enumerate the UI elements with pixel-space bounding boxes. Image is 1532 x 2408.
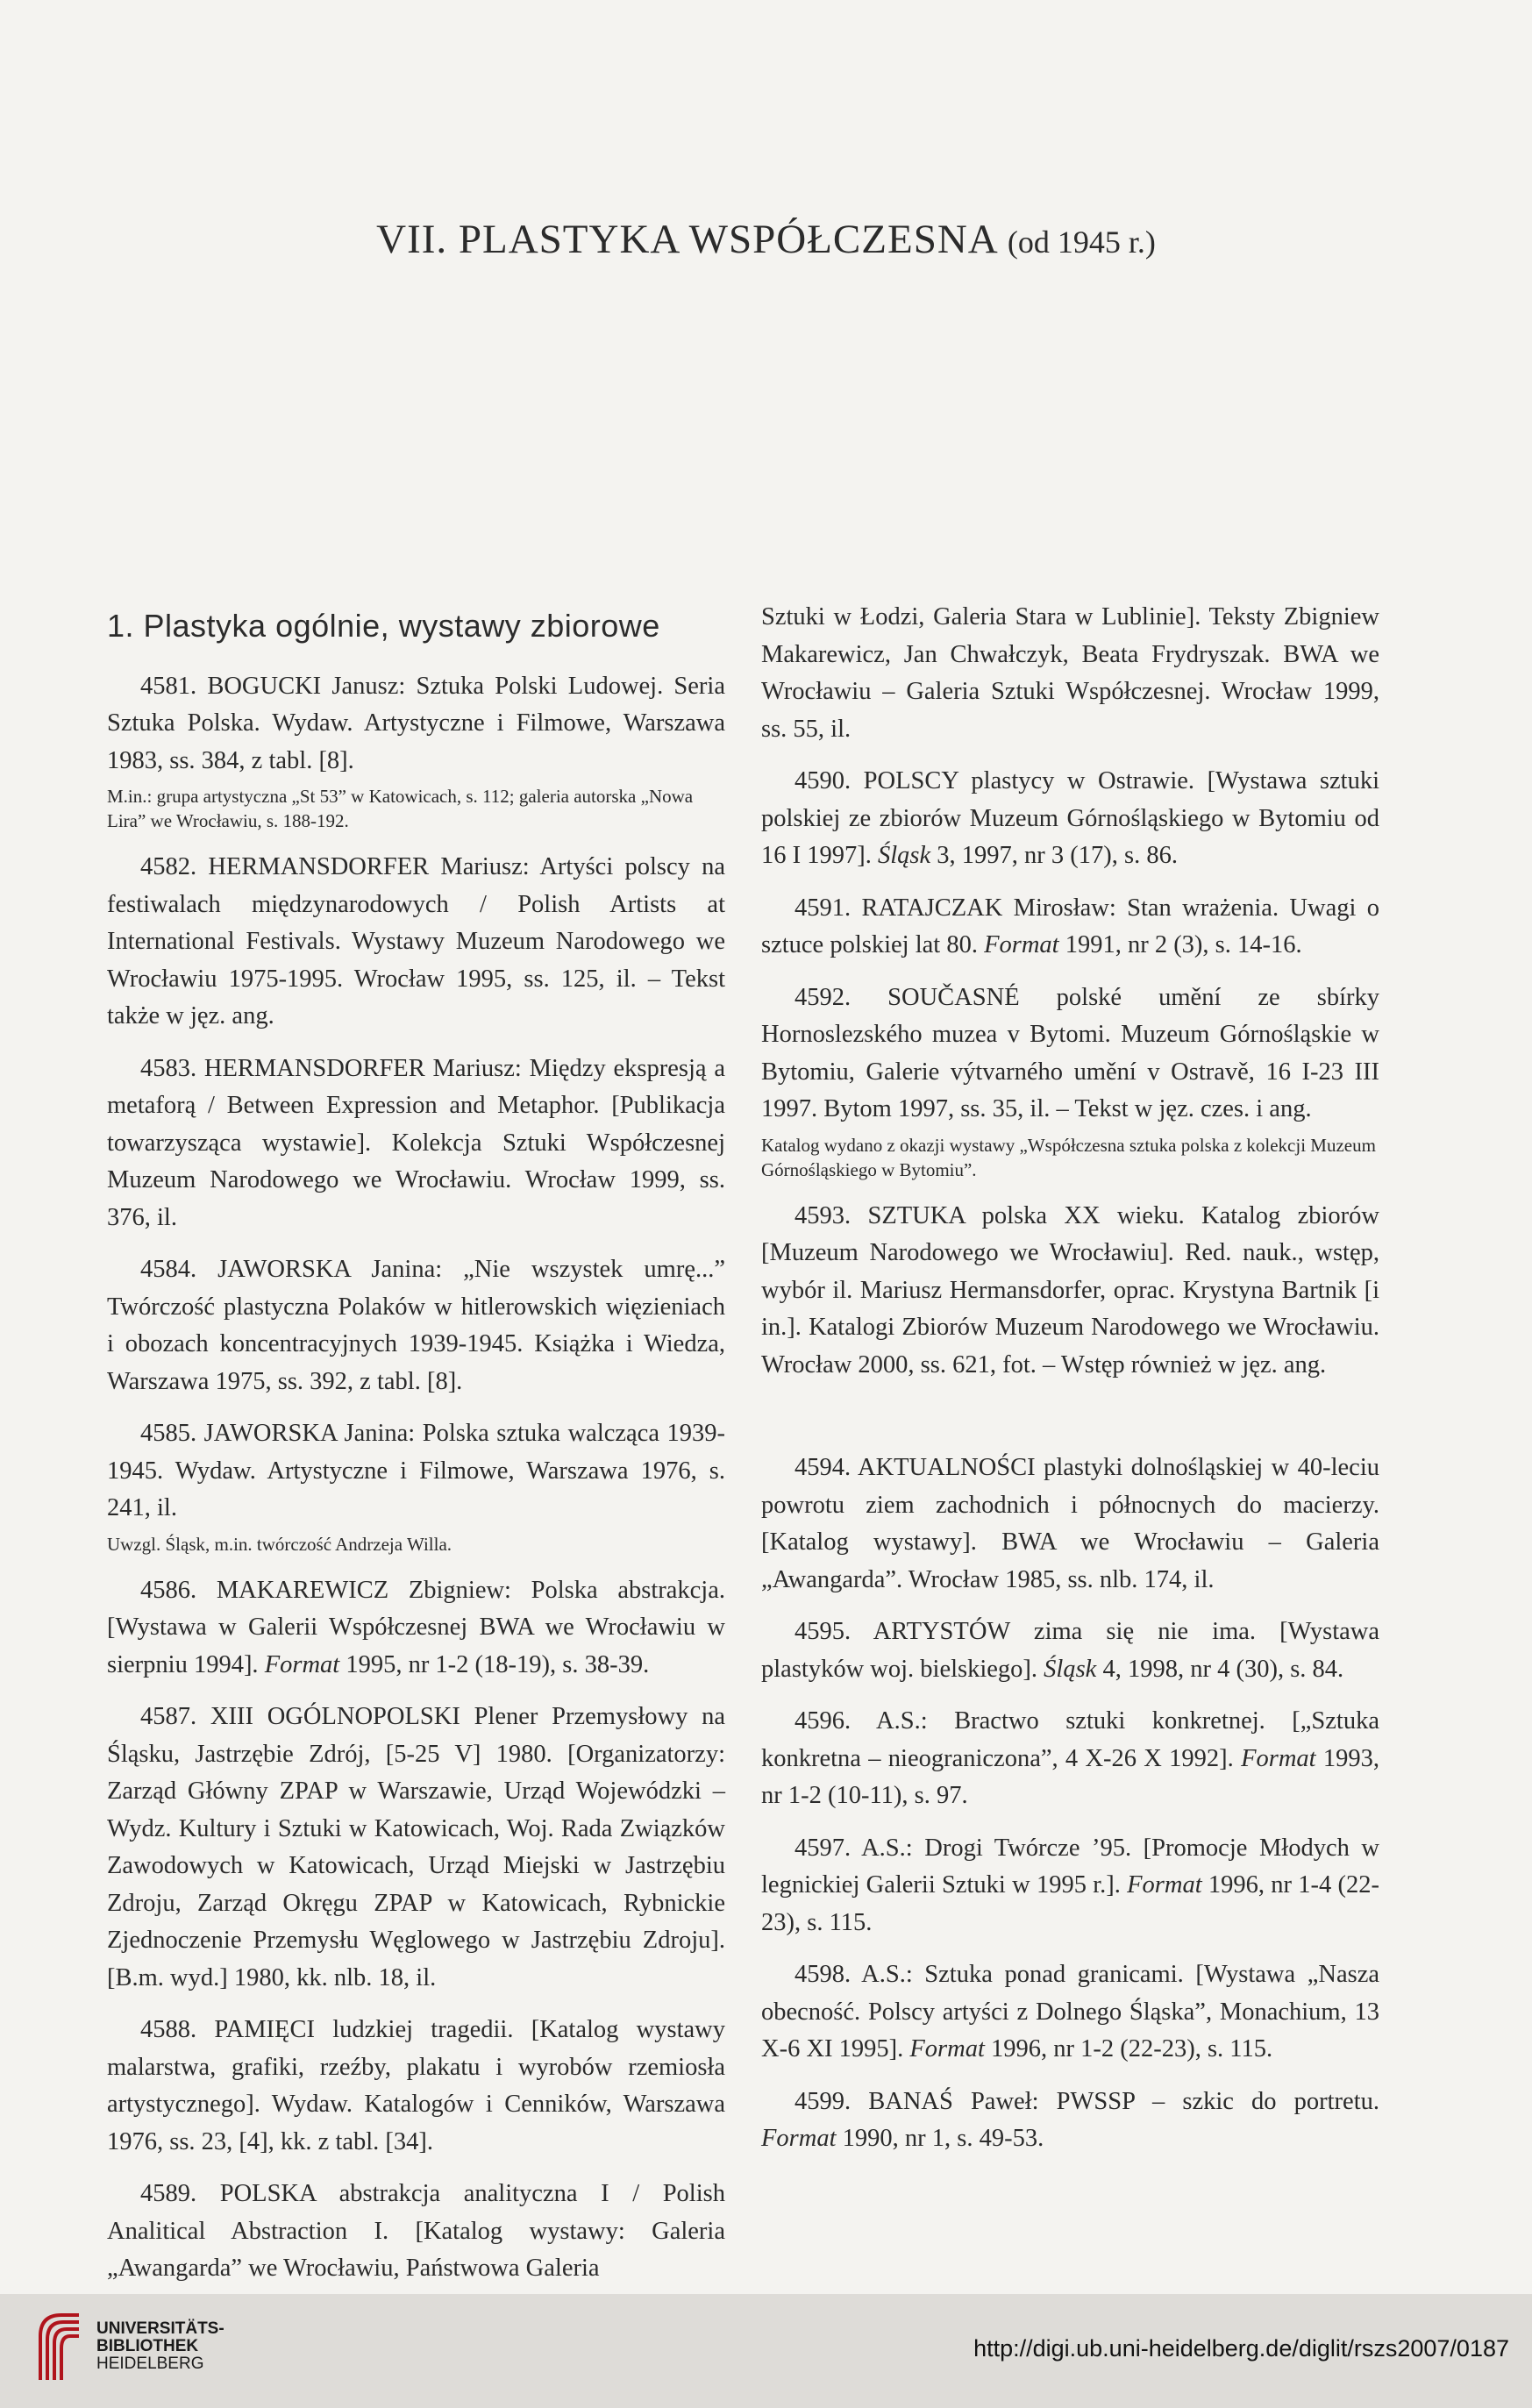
entry-4597-text: 4597. A.S.: Drogi Twórcze ’95. [Promocje Młodych w legnickiej Galerii Sztuki w 1995 r.]. <box>761 1834 1379 1899</box>
entry-4598-details: 1996, nr 1-2 (22-23), s. 115. <box>984 2035 1273 2062</box>
entry-4584: 4584. JAWORSKA Janina: „Nie wszystek umrę...” Twórczość plastyczna Polaków w hitlerowskich więzieniach i obozach koncentracyjnych 1939-1945. Książka i Wiedza, Warszawa 1975, ss. 392, z tabl. [8]. <box>107 1256 725 1395</box>
entry-4586 <box>107 1572 725 1685</box>
chapter-title <box>0 216 1532 263</box>
entry-4599 <box>761 2084 1379 2158</box>
entry-4596-text: 4596. A.S.: Bractwo sztuki konkretnej. [„Sztuka konkretna – nieograniczona”, 4 X-26 X 1992]. <box>761 1707 1379 1772</box>
right-column <box>761 599 1379 2173</box>
entry-4592: 4592. SOUČASNÉ polské umění ze sbírky Hornoslezského muzea v Bytomi. Muzeum Górnośląskie w Bytomiu, Galerie výtvarného umění v Ostravě, 16 I-23 III 1997. Bytom 1997, ss. 35, il. – Tekst w jęz. czes. i ang. <box>761 983 1379 1122</box>
entry-4586-text: 4586. MAKAREWICZ Zbigniew: Polska abstrakcja. [Wystawa w Galerii Współczesnej BWA we Wrocławiu w sierpniu 1994]. <box>107 1576 725 1678</box>
left-column <box>107 599 725 2303</box>
entry-4596 <box>761 1703 1379 1815</box>
entry-4591 <box>761 890 1379 965</box>
entry-4591-journal: Format <box>984 931 1059 958</box>
entry-4599-text: 4599. BANAŚ Paweł: PWSSP – szkic do portretu. <box>795 2087 1379 2115</box>
entry-4590-text: 4590. POLSCY plastycy w Ostrawie. [Wystawa sztuki polskiej ze zbiorów Muzeum Górnośląskiego w Bytomiu od 16 I 1997]. <box>761 767 1379 869</box>
entry-4599-journal: Format <box>761 2125 837 2152</box>
entry-4599-details: 1990, nr 1, s. 49-53. <box>836 2125 1044 2152</box>
entry-4586-journal: Format <box>264 1650 340 1678</box>
entry-4589-continued: Sztuki w Łodzi, Galeria Stara w Lublinie]. Teksty Zbigniew Makarewicz, Jan Chwałczyk, Beata Frydryszak. BWA we Wrocławiu – Galeria Sztuki Współczesnej. Wrocław 1999, ss. 55, il. <box>761 603 1379 743</box>
entry-4597 <box>761 1830 1379 1942</box>
entry-4589: 4589. POLSKA abstrakcja analityczna I / Polish Analitical Abstraction I. [Katalog wystawy: Galeria „Awangarda” we Wrocławiu, Państwowa Galeria <box>107 2180 725 2282</box>
ub-heidelberg-logo-icon <box>35 2310 84 2383</box>
entry-4587: 4587. XIII OGÓLNOPOLSKI Plener Przemysłowy na Śląsku, Jastrzębie Zdrój, [5-25 V] 1980. [Organizatorzy: Zarząd Główny ZPAP w Warszawie, Urząd Wojewódzki – Wydz. Kultury i Sztuki w Katowicach, Woj. Rada Związków Zawodowych w Katowicach, Urząd Miejski w Jastrzębiu Zdroju, Zarząd Okręgu ZPAP w Katowicach, Rybnickie Zjednoczenie Przemysłu Węglowego w Jastrzębiu Zdroju]. [B.m. wyd.] 1980, kk. nlb. 18, il. <box>107 1703 725 1991</box>
entry-4590-details: 3, 1997, nr 3 (17), s. 86. <box>930 842 1178 869</box>
library-name-line3: HEIDELBERG <box>96 2355 204 2373</box>
entry-4585: 4585. JAWORSKA Janina: Polska sztuka walcząca 1939-1945. Wydaw. Artystyczne i Filmowe, Warszawa 1976, s. 241, il. <box>107 1420 725 1521</box>
chapter-title-text: VII. PLASTYKA WSPÓŁCZESNA <box>376 217 997 262</box>
entry-4598-text: 4598. A.S.: Sztuka ponad granicami. [Wystawa „Nasza obecność. Polscy artyści z Dolnego Śląska”, Monachium, 13 X-6 XI 1995]. <box>761 1961 1379 2062</box>
entry-4595 <box>761 1614 1379 1688</box>
entry-4586-details: 1995, nr 1-2 (18-19), s. 38-39. <box>339 1650 650 1678</box>
library-name <box>96 2320 224 2373</box>
entry-4595-text: 4595. ARTYSTÓW zima się nie ima. [Wystawa plastyków woj. bielskiego]. <box>761 1618 1379 1683</box>
entry-4582: 4582. HERMANSDORFER Mariusz: Artyści polscy na festiwalach międzynarodowych / Polish Artists at International Festivals. Wystawy Muzeum Narodowego we Wrocławiu 1975-1995. Wrocław 1995, ss. 125, il. – Tekst także w jęz. ang. <box>107 853 725 1029</box>
entry-4591-details: 1991, nr 2 (3), s. 14-16. <box>1058 931 1302 958</box>
chapter-subtitle: (od 1945 r.) <box>1007 224 1156 260</box>
source-url[interactable]: http://digi.ub.uni-heidelberg.de/diglit/rszs2007/0187 <box>973 2335 1509 2362</box>
entry-4597-journal: Format <box>1127 1871 1202 1899</box>
entry-4595-details: 4, 1998, nr 4 (30), s. 84. <box>1096 1655 1344 1683</box>
entry-4581-note: M.in.: grupa artystyczna „St 53” w Katowicach, s. 112; galeria autorska „Nowa Lira” we Wrocławiu, s. 188-192. <box>107 786 694 831</box>
entry-4593: 4593. SZTUKA polska XX wieku. Katalog zbiorów [Muzeum Narodowego we Wrocławiu]. Red. nauk., wstęp, wybór il. Mariusz Hermansdorfer, oprac. Krystyna Bartnik [i in.]. Katalogi Zbiorów Muzeum Narodowego we Wrocławiu. Wrocław 2000, ss. 621, fot. – Wstęp również w jęz. ang. <box>761 1201 1379 1379</box>
entry-4590-journal: Śląsk <box>877 842 931 869</box>
entry-4596-details: 1993, nr 1-2 (10-11), s. 97. <box>761 1744 1379 1809</box>
library-name-line1: UNIVERSITÄTS- <box>96 2319 224 2338</box>
entry-4598-journal: Format <box>909 2035 985 2062</box>
entry-4596-journal: Format <box>1241 1744 1316 1772</box>
entry-4597-details: 1996, nr 1-4 (22-23), s. 115. <box>761 1871 1379 1936</box>
entry-4581: 4581. BOGUCKI Janusz: Sztuka Polski Ludowej. Seria Sztuka Polska. Wydaw. Artystyczne i Filmowe, Warszawa 1983, ss. 384, z tabl. [8]. <box>107 672 725 774</box>
entry-4583: 4583. HERMANSDORFER Mariusz: Między ekspresją a metaforą / Between Expression and Metaphor. [Publikacja towarzysząca wystawie]. Kolekcja Sztuki Współczesnej Muzeum Narodowego we Wrocławiu. Wrocław 1999, ss. 376, il. <box>107 1054 725 1231</box>
library-name-line2: BIBLIOTHEK <box>96 2337 199 2355</box>
entry-4592-note: Katalog wydano z okazji wystawy „Współczesna sztuka polska z kolekcji Muzeum Górnośląskiego w Bytomiu”. <box>761 1134 1376 1180</box>
entry-4588: 4588. PAMIĘCI ludzkiej tragedii. [Katalog wystawy malarstwa, grafiki, rzeźby, plakatu i wyrobów rzemiosła artystycznego]. Wydaw. Katalogów i Cenników, Warszawa 1976, ss. 23, [4], kk. z tabl. [34]. <box>107 2016 725 2155</box>
entry-4590 <box>761 763 1379 875</box>
entry-4595-journal: Śląsk <box>1044 1655 1097 1683</box>
entry-4598 <box>761 1956 1379 2069</box>
entry-4594: 4594. AKTUALNOŚCI plastyki dolnośląskiej w 40-leciu powrotu ziem zachodnich i północnych do macierzy. [Katalog wystawy]. BWA we Wrocławiu – Galeria „Awangarda”. Wrocław 1985, ss. nlb. 174, il. <box>761 1454 1379 1593</box>
entry-4585-note: Uwzgl. Śląsk, m.in. twórczość Andrzeja Willa. <box>107 1533 452 1555</box>
section-gap <box>761 1399 1379 1450</box>
section-heading: 1. Plastyka ogólnie, wystawy zbiorowe <box>107 608 660 644</box>
entry-4591-text: 4591. RATAJCZAK Mirosław: Stan wrażenia. Uwagi o sztuce polskiej lat 80. <box>761 894 1379 958</box>
